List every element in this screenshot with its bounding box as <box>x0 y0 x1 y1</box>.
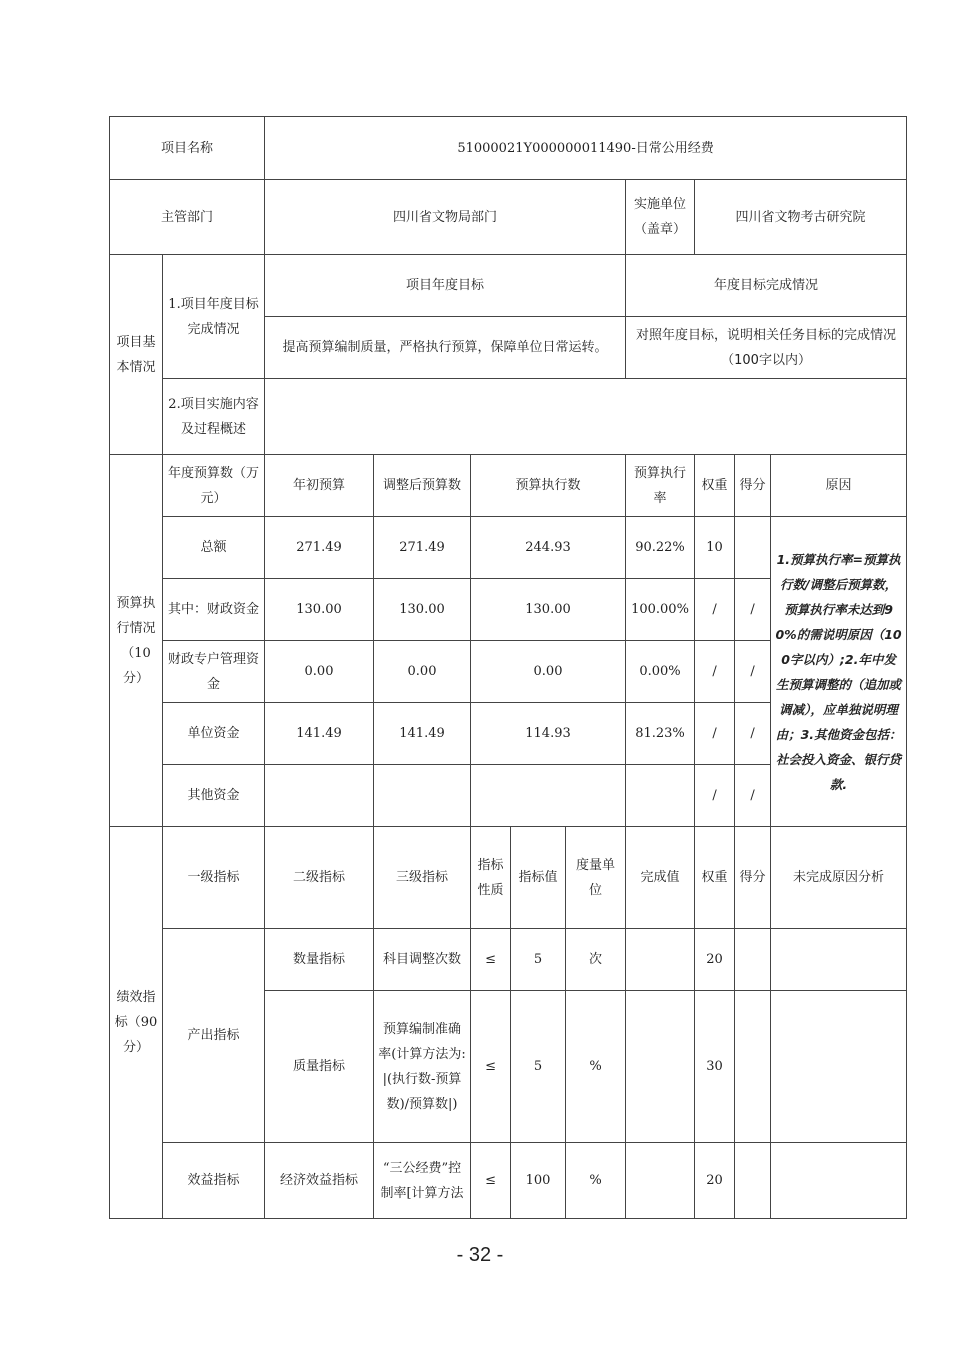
perf-row-unit: % <box>566 991 626 1143</box>
budget-row-executed: 130.00 <box>471 579 626 641</box>
process-overview-text <box>265 379 907 455</box>
perf-row-score <box>735 929 771 991</box>
budget-row-rate: 0.00% <box>626 641 695 703</box>
budget-row-score: / <box>735 579 771 641</box>
perf-row-reason <box>771 991 907 1143</box>
budget-header-rate: 预算执行率 <box>626 455 695 517</box>
perf-row-level3: “三公经费”控制率[计算方法 <box>374 1143 471 1219</box>
budget-row-adjusted: 130.00 <box>374 579 471 641</box>
table-row <box>110 929 907 991</box>
budget-header-score: 得分 <box>735 455 771 517</box>
budget-row-name: 单位资金 <box>163 703 265 765</box>
impl-unit-value: 四川省文物考古研究院 <box>695 180 907 255</box>
perf-header-level3: 三级指标 <box>374 827 471 929</box>
budget-row-rate: 100.00% <box>626 579 695 641</box>
budget-row-name: 其中：财政资金 <box>163 579 265 641</box>
budget-row-initial <box>265 765 374 827</box>
budget-header-weight: 权重 <box>695 455 735 517</box>
budget-header-reason: 原因 <box>771 455 907 517</box>
budget-row-weight: / <box>695 641 735 703</box>
perf-row-weight: 20 <box>695 929 735 991</box>
perf-row-level2: 经济效益指标 <box>265 1143 374 1219</box>
budget-row-name: 财政专户管理资金 <box>163 641 265 703</box>
table-row <box>110 517 907 579</box>
budget-row-adjusted <box>374 765 471 827</box>
budget-row-rate: 81.23% <box>626 703 695 765</box>
dept-value: 四川省文物局部门 <box>265 180 626 255</box>
perf-row-score <box>735 991 771 1143</box>
perf-header-level2: 二级指标 <box>265 827 374 929</box>
budget-row-score: / <box>735 765 771 827</box>
perf-row-reason <box>771 1143 907 1219</box>
budget-row-weight: 10 <box>695 517 735 579</box>
perf-row-score <box>735 1143 771 1219</box>
perf-row-nature: ≤ <box>471 1143 511 1219</box>
budget-row-rate <box>626 765 695 827</box>
budget-row-score: / <box>735 703 771 765</box>
perf-row-unit: % <box>566 1143 626 1219</box>
budget-row-executed: 0.00 <box>471 641 626 703</box>
budget-row-weight: / <box>695 703 735 765</box>
perf-row-value: 5 <box>511 991 566 1143</box>
budget-row-adjusted: 0.00 <box>374 641 471 703</box>
annual-goal-text: 提高预算编制质量，严格执行预算，保障单位日常运转。 <box>265 317 626 379</box>
perf-header-weight: 权重 <box>695 827 735 929</box>
perf-row-weight: 30 <box>695 991 735 1143</box>
perf-row-unit: 次 <box>566 929 626 991</box>
page-number: - 32 - <box>456 1244 504 1266</box>
budget-row-score: / <box>735 641 771 703</box>
budget-header-annual: 年度预算数（万元） <box>163 455 265 517</box>
perf-header-reason: 未完成原因分析 <box>771 827 907 929</box>
budget-header-adjusted: 调整后预算数 <box>374 455 471 517</box>
perf-header-value: 指标值 <box>511 827 566 929</box>
perf-row-value: 5 <box>511 929 566 991</box>
project-performance-table <box>109 116 907 1219</box>
perf-row-level3: 预算编制准确率(计算方法为:|(执行数-预算数)/预算数|) <box>374 991 471 1143</box>
perf-header-unit: 度量单位 <box>566 827 626 929</box>
perf-row-actual <box>626 991 695 1143</box>
perf-header-score: 得分 <box>735 827 771 929</box>
budget-row-weight: / <box>695 765 735 827</box>
perf-row-actual <box>626 929 695 991</box>
perf-row-level2: 质量指标 <box>265 991 374 1143</box>
basic-info-label: 项目基本情况 <box>110 255 163 455</box>
perf-header-level1: 一级指标 <box>163 827 265 929</box>
budget-row-initial: 0.00 <box>265 641 374 703</box>
budget-reason-note: 1.预算执行率=预算执行数/调整后预算数，预算执行率未达到90%的需说明原因（100字以内）;2.年中发生预算调整的（追加或调减），应单独说明理由；3.其他资金包括：社会投入资金、银行贷款. <box>771 517 907 827</box>
perf-row-value: 100 <box>511 1143 566 1219</box>
perf-row-level2: 数量指标 <box>265 929 374 991</box>
budget-header-initial: 年初预算 <box>265 455 374 517</box>
perf-row-reason <box>771 929 907 991</box>
budget-row-name: 其他资金 <box>163 765 265 827</box>
process-overview-label: 2.项目实施内容及过程概述 <box>163 379 265 455</box>
perf-row-weight: 20 <box>695 1143 735 1219</box>
project-name-value: 51000021Y000000011490-日常公用经费 <box>265 117 907 180</box>
table-row <box>110 1143 907 1219</box>
budget-row-adjusted: 141.49 <box>374 703 471 765</box>
budget-header-executed: 预算执行数 <box>471 455 626 517</box>
budget-row-initial: 141.49 <box>265 703 374 765</box>
impl-unit-label: 实施单位（盖章） <box>626 180 695 255</box>
perf-row-level3: 科目调整次数 <box>374 929 471 991</box>
perf-row-nature: ≤ <box>471 991 511 1143</box>
budget-row-executed <box>471 765 626 827</box>
goal-completion-text: 对照年度目标，说明相关任务目标的完成情况（100字以内） <box>626 317 907 379</box>
budget-row-adjusted: 271.49 <box>374 517 471 579</box>
output-indicator-label: 产出指标 <box>163 929 265 1143</box>
dept-label: 主管部门 <box>110 180 265 255</box>
budget-row-name: 总额 <box>163 517 265 579</box>
annual-goal-header: 项目年度目标 <box>265 255 626 317</box>
perf-row-nature: ≤ <box>471 929 511 991</box>
budget-row-weight: / <box>695 579 735 641</box>
goal-completion-label: 1.项目年度目标完成情况 <box>163 255 265 379</box>
budget-row-score <box>735 517 771 579</box>
perf-header-actual: 完成值 <box>626 827 695 929</box>
goal-completion-header: 年度目标完成情况 <box>626 255 907 317</box>
budget-row-executed: 244.93 <box>471 517 626 579</box>
budget-row-initial: 130.00 <box>265 579 374 641</box>
perf-header-nature: 指标性质 <box>471 827 511 929</box>
perf-row-actual <box>626 1143 695 1219</box>
budget-row-executed: 114.93 <box>471 703 626 765</box>
project-name-label: 项目名称 <box>110 117 265 180</box>
benefit-indicator-label: 效益指标 <box>163 1143 265 1219</box>
budget-row-rate: 90.22% <box>626 517 695 579</box>
budget-execution-label: 预算执行情况（10分） <box>110 455 163 827</box>
budget-row-initial: 271.49 <box>265 517 374 579</box>
performance-indicators-label: 绩效指标（90分） <box>110 827 163 1219</box>
